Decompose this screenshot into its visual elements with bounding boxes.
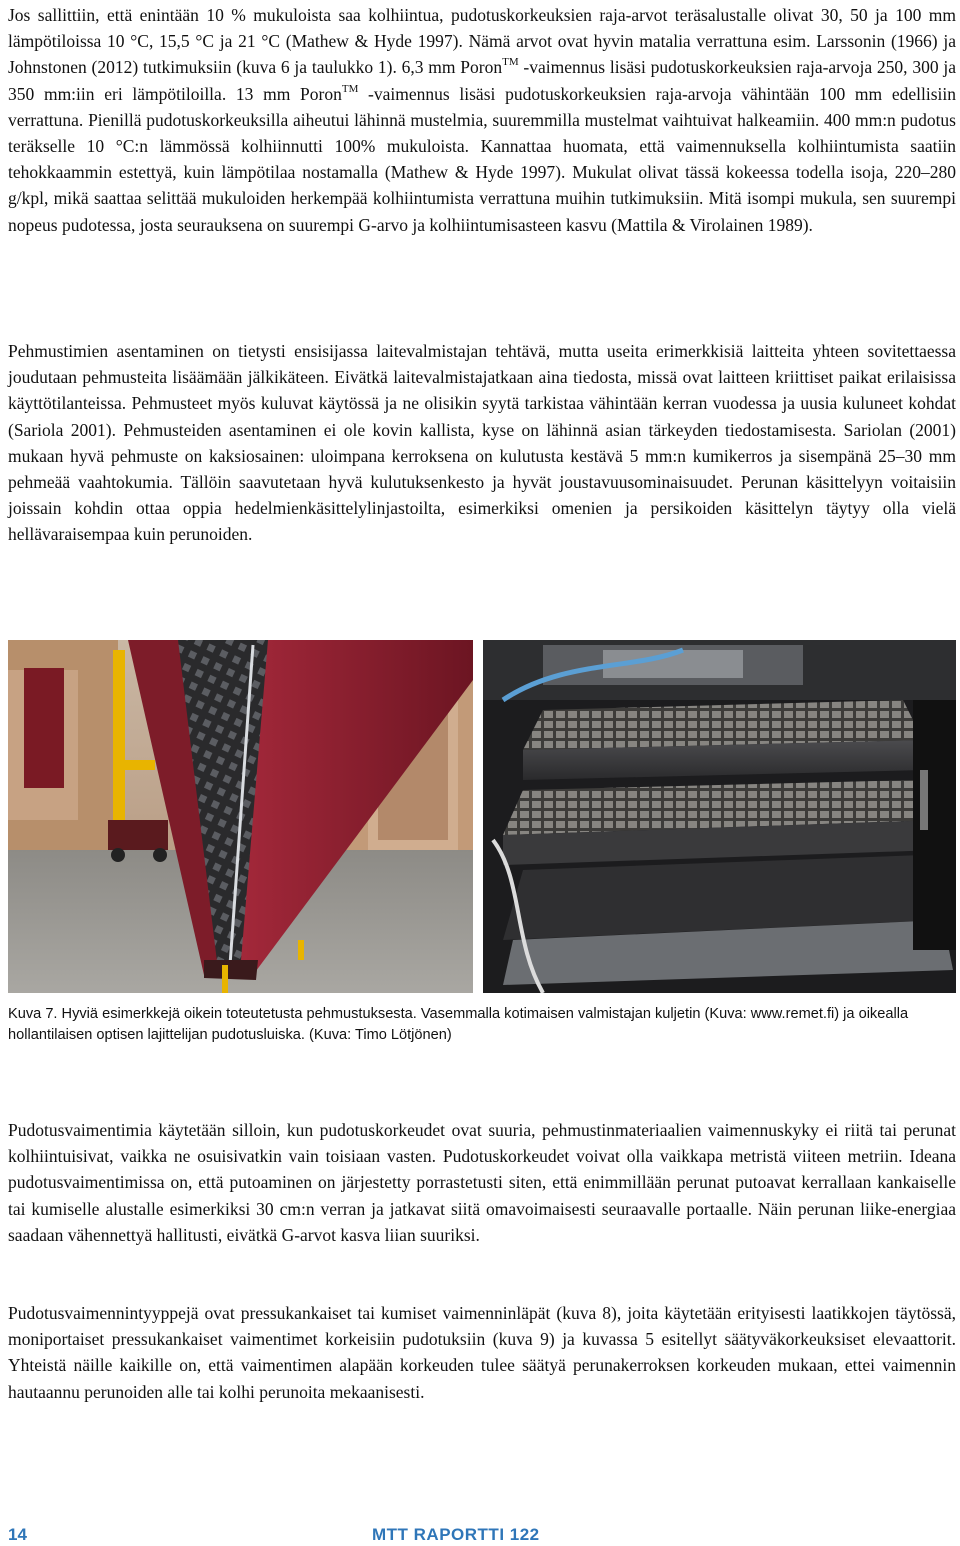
paragraph-1-text-b: -vaimennus lisäsi pudotuskorkeuksien raja-arvoja 250, 300 ja 350 mm:iin eri lämpötiloilla. 13 mm Poron bbox=[8, 57, 957, 104]
paragraph-3: Pudotusvaimentimia käytetään silloin, kun pudotuskorkeudet ovat suuria, pehmustinmateriaalien vaimennuskyky ei riitä tai perunat kolhiintuisivat, vaikka ne osuisivatkin vain toisiaan vasten. Pudotuskorkeudet voivat olla vaikkapa metristä viiteen metriin. Ideana pudotusvaimentimissa on, että putoaminen on järjestetty porrastetusti siten, että enimmillään perunat putoavat kerrallaan kankaiselle tai kumiselle alustalle esimerkiksi 30 cm:n verran ja jatkavat siitä omavoimaisesti seuraavalle portaalle. Näin perunan liike-energiaa saadaan vähennettyä hallitusti, eivätkä G-arvot kasva liian suuriksi. bbox=[8, 1120, 956, 1245]
report-series-title: MTT RAPORTTI 122 bbox=[372, 1525, 540, 1544]
paragraph-1-text-c: -vaimennus lisäsi pudotuskorkeuksien raja-arvoja vähintään 100 mm edellisiin verrattuna. Pienillä pudotuskorkeuksilla aiheutui lähinnä mustelmia, suuremmilla mustelmat vaihtuivat halkeamiin. 400 mm:n pudotus teräkselle 10 °C:n lämmössä kolhiinnutti 100% mukuloista. Kannattaa huomata, että vaimennuksella kolhiintumista saatiin tehokkaammin estettyä, kuin lämpötilaa nostamalla (Mathew & Hyde 1997). Mukulat olivat tässä kokeessa todella isoja, 220–280 g/kpl, mikä saattaa selittää mukuloiden herkempää kolhiintumista verrattuna muihin tutkimuksiin. Mitä isompi mukula, sen suurempi nopeus pudotessa, josta seurauksena on suurempi G-arvo ja kolhiintumisasteen kasvu (Mattila & Virolainen 1989). bbox=[8, 83, 956, 235]
conveyor-photo bbox=[8, 640, 473, 993]
trademark-mark: TM bbox=[341, 82, 359, 95]
figure-caption: Kuva 7. Hyviä esimerkkejä oikein toteutetusta pehmustuksesta. Vasemmalla kotimaisen valmistajan kuljetin (Kuva: www.remet.fi) ja oikealla hollantilaisen optisen lajittelijan pudotusluiska. (Kuva: Timo Lötjönen) bbox=[8, 1006, 909, 1043]
paragraph-2: Pehmustimien asentaminen on tietysti ensisijassa laitevalmistajan tehtävä, mutta useita erimerkkisiä laitteita yhteen sovitettaessa joudutaan pehmusteita lisäämään jälkikäteen. Eivätkä laitevalmistajatkaan aina tiedosta, missä ovat laitteen kriittiset paikat erilaisissa käyttötilanteissa. Pehmusteet myös kuluvat käytössä ja ne olisikin syytä tarkistaa vähintään kerran vuodessa ja uusia kuluneet kohdat (Sariola 2001). Pehmusteiden asentaminen ei ole kovin kallista, kyse on lähinnä asian tärkeyden tiedostamisesta. Sariolan (2001) mukaan hyvä pehmuste on kaksiosainen: uloimpana kerroksena on kulutusta kestävä 5 mm:n kumikerros ja sisempänä 25–30 mm pehmeää vaahtokumia. Tällöin saavutetaan hyvä kulutuksenkesto ja hyvät joustavuusominaisuudet. Perunan käsittelyyn voitaisiin joissain kohdin ottaa oppia hedelmienkäsittelylinjastoilta, esimerkiksi omenien ja persikoiden käsittelyn täytyy olla vielä hellävaraisempaa kuin perunoiden. bbox=[8, 341, 956, 545]
sorter-chute-photo bbox=[483, 640, 956, 993]
trademark-mark: TM bbox=[502, 56, 519, 69]
page-number: 14 bbox=[8, 1525, 27, 1544]
paragraph-1-text-a: Jos sallittiin, että enintään 10 % mukuloista saa kolhiintua, pudotuskorkeuksien raja-arvot teräsalustalle olivat 30, 50 ja 100 mm lämpötiloissa 10 °C, 15,5 °C ja 21 °C (Mathew & Hyde 1997). Nämä arvot ovat hyvin matalia verrattuna esim. Larssonin (1966) ja Johnstonen (2012) tutkimuksiin (kuva 6 ja taulukko 1). 6,3 mm Poron bbox=[8, 5, 956, 78]
paragraph-4: Pudotusvaimennintyyppejä ovat pressukankaiset tai kumiset vaimenninläpät (kuva 8), joita käytetään erityisesti laatikkojen täytössä, moniportaiset pressukankaiset vaimentimet korkeisiin pudotuksiin (kuva 9) ja kuvassa 5 esitellyt säätyväkorkeuksiset elevaattorit. Yhteistä näille kaikille on, että vaimentimen alapään korkeuden tulee säätyä perunakerroksen korkeuden mukaan, ettei vaimennin hautaannu perunoiden alle tai kolhi perunoita mekaanisesti. bbox=[8, 1303, 956, 1402]
paragraph-1 bbox=[8, 2, 956, 238]
